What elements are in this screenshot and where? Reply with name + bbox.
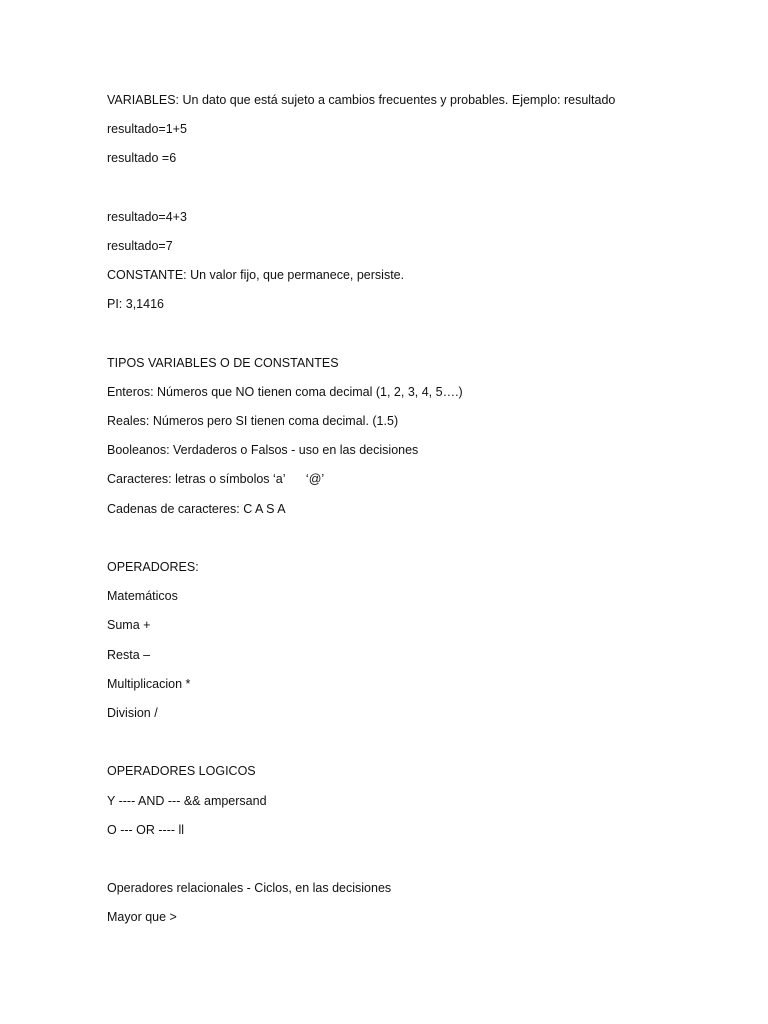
blank-line: [107, 324, 727, 344]
text-line: Resta –: [107, 647, 151, 662]
text-line: Booleanos: Verdaderos o Falsos - uso en las decisiones: [107, 443, 419, 458]
text-line: Suma +: [107, 618, 151, 633]
text-line: VARIABLES: Un dato que está sujeto a cambios frecuentes y probables. Ejemplo: resultado: [107, 93, 616, 107]
text-line: O --- OR ---- ll: [107, 822, 185, 837]
text-line: PI: 3,1416: [107, 297, 164, 312]
text-line: Y ---- AND --- && ampersand: [107, 793, 267, 808]
text-line: Division /: [107, 705, 158, 720]
blank-line: [107, 732, 727, 752]
text-line: Enteros: Números que NO tienen coma decimal (1, 2, 3, 4, 5….): [107, 384, 463, 399]
section-heading: OPERADORES LOGICOS: [107, 764, 256, 779]
text-line: CONSTANTE: Un valor fijo, que permanece, persiste.: [107, 268, 405, 283]
blank-line: [107, 528, 727, 548]
text-line: resultado=4+3: [107, 209, 187, 224]
text-line: Caracteres: letras o símbolos ‘a’ ‘@’: [107, 472, 325, 487]
document-body: [107, 90, 727, 936]
text-line: Matemáticos: [107, 589, 178, 604]
section-heading: TIPOS VARIABLES O DE CONSTANTES: [107, 355, 339, 370]
section-heading: OPERADORES:: [107, 560, 199, 574]
text-line: Operadores relacionales - Ciclos, en las decisiones: [107, 881, 392, 896]
text-line: Mayor que >: [107, 910, 177, 925]
text-line: resultado=1+5: [107, 122, 187, 137]
blank-line: [107, 849, 727, 869]
text-line: Cadenas de caracteres: C A S A: [107, 501, 286, 516]
text-line: Reales: Números pero SI tienen coma decimal. (1.5): [107, 414, 399, 429]
text-line: Multiplicacion *: [107, 676, 191, 691]
text-line: resultado =6: [107, 151, 177, 166]
blank-line: [107, 178, 727, 198]
text-line: resultado=7: [107, 238, 173, 253]
